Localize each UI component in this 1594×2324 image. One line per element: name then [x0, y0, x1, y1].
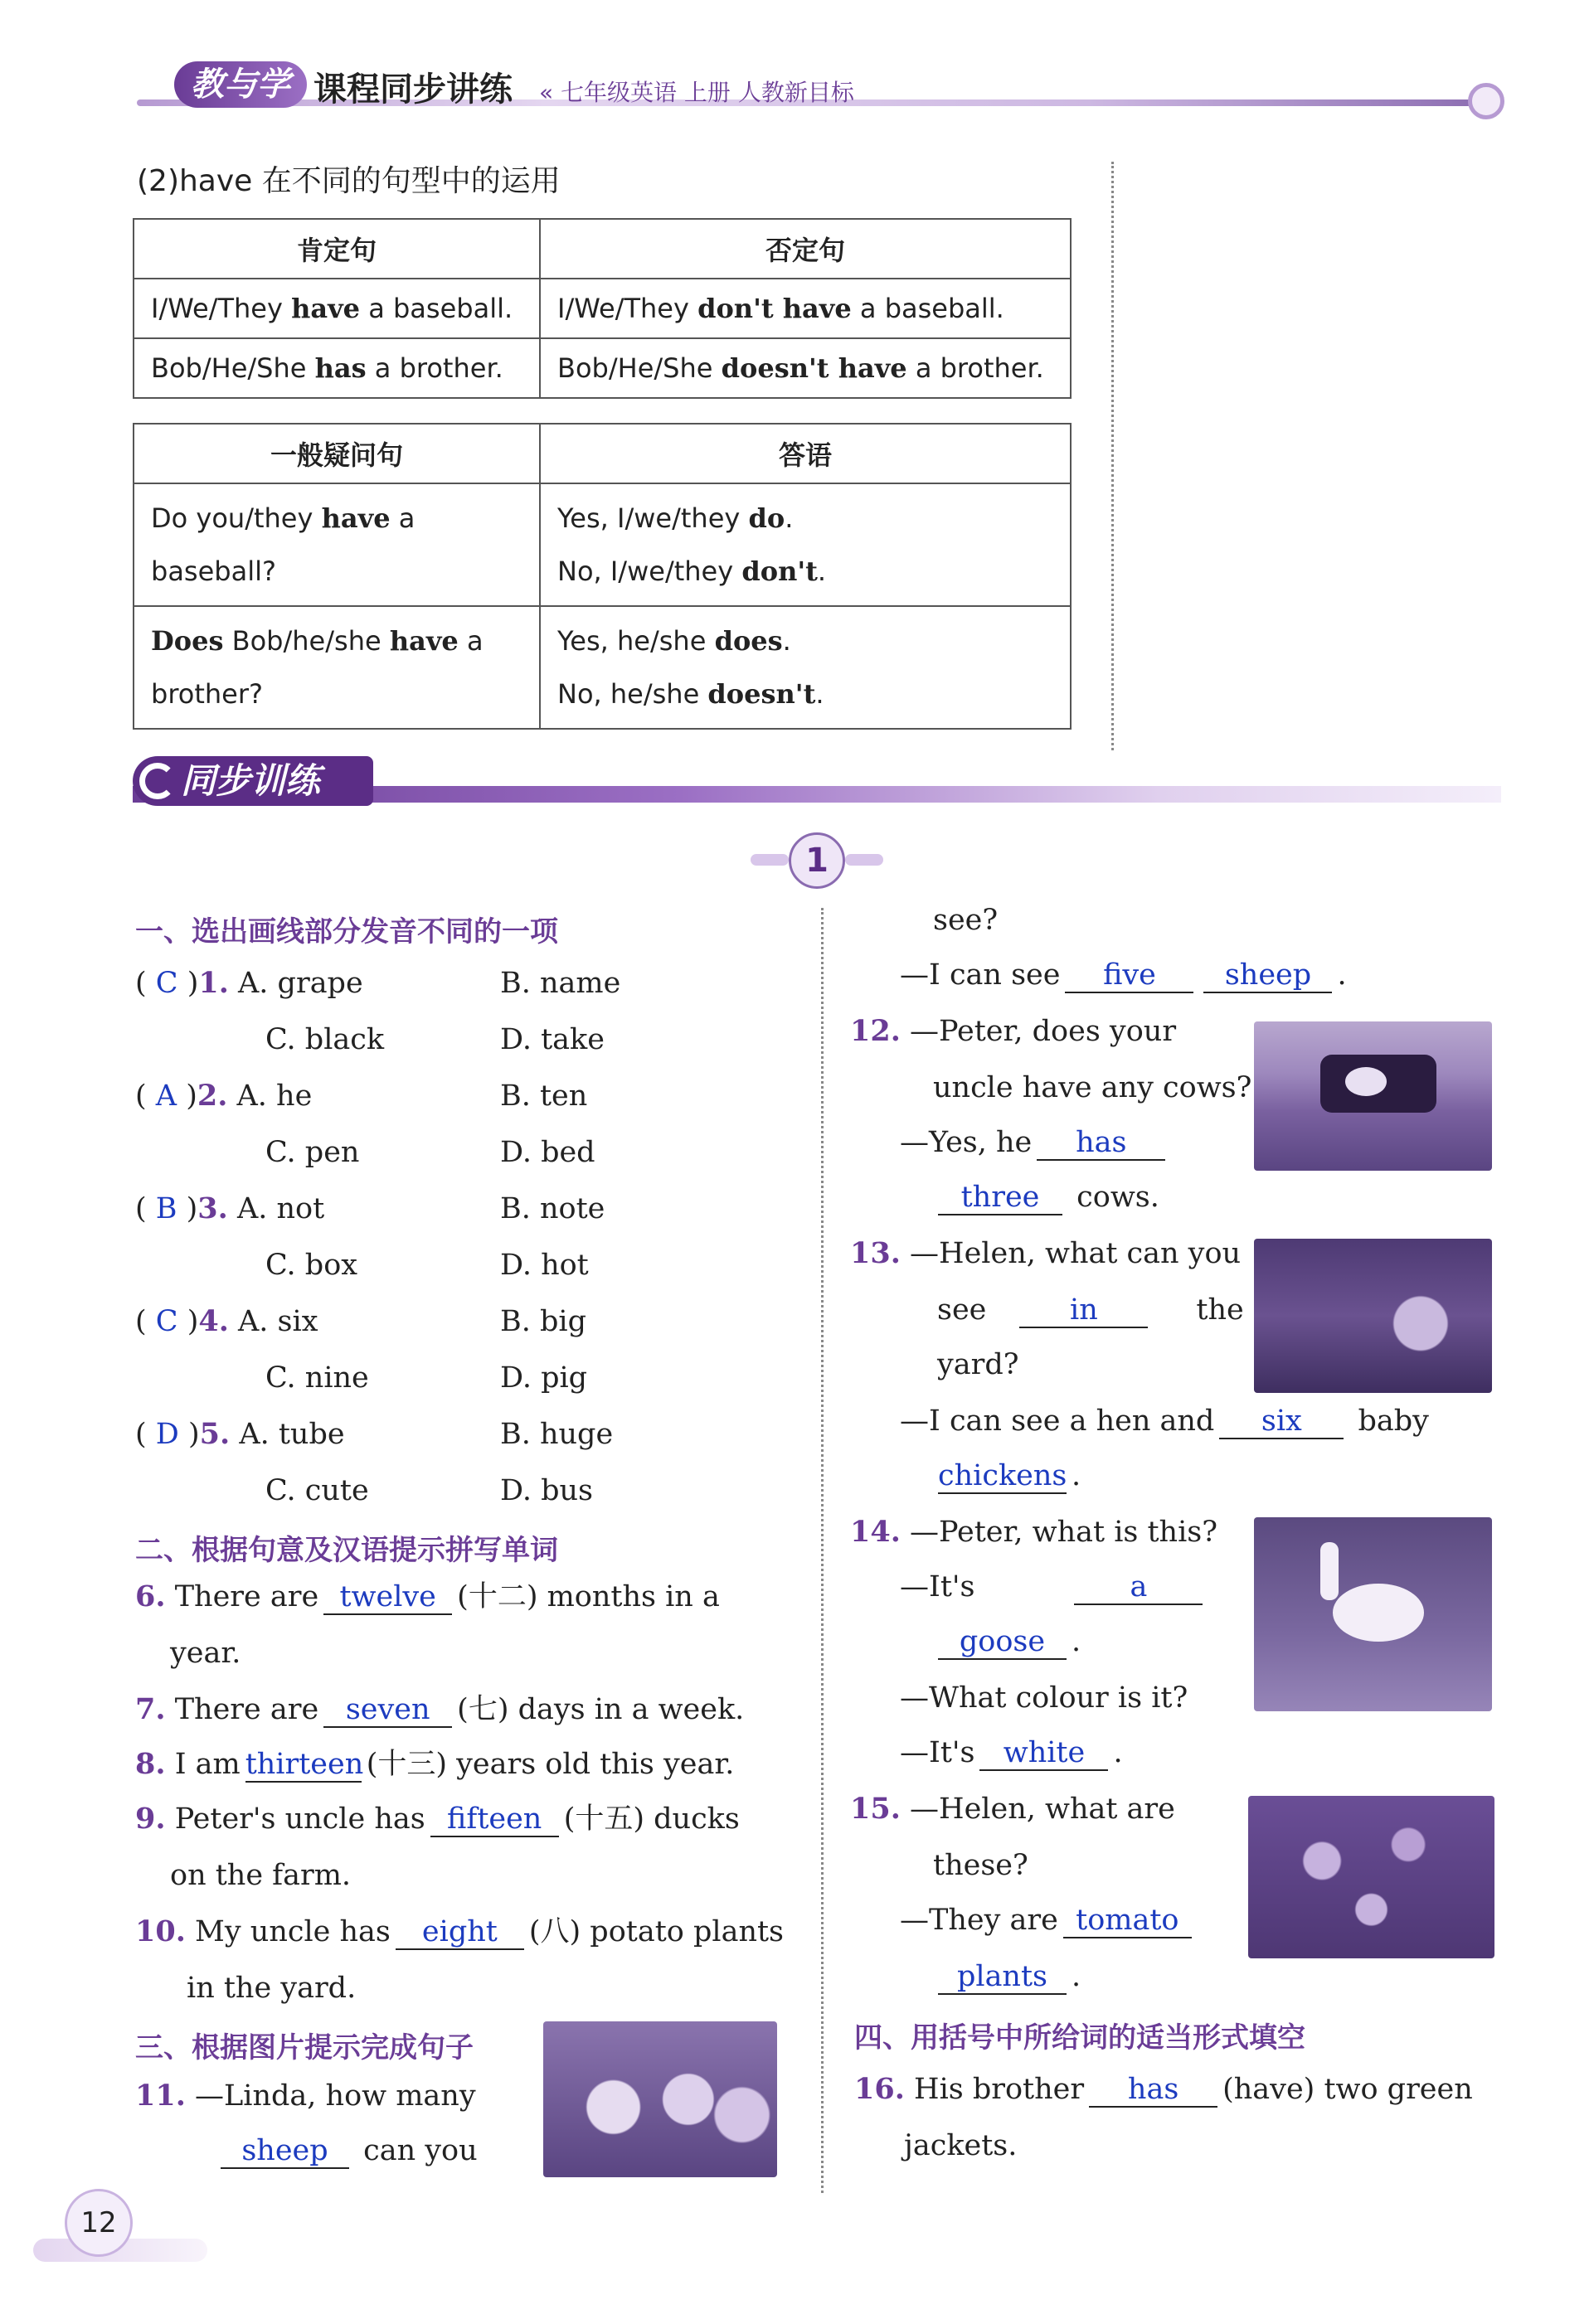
question-12-line4: three cows. — [933, 1177, 1159, 1217]
header-logo: 教与学 — [174, 61, 307, 108]
question-13: 13. —Helen, what can you — [850, 1236, 1242, 1270]
banner-c-icon — [139, 763, 176, 799]
table-header: 肯定句 — [134, 219, 540, 279]
answer-blank[interactable]: thirteen — [245, 1748, 364, 1781]
answer-blank[interactable]: tomato — [1063, 1904, 1192, 1938]
question-11-line3: see? — [933, 904, 999, 937]
question-12-line2: uncle have any cows? — [933, 1071, 1252, 1104]
answer-blank[interactable]: has — [1089, 2073, 1217, 2108]
page-number: 12 — [65, 2189, 133, 2257]
table-header: 否定句 — [540, 219, 1071, 279]
part4-title: 四、用括号中所给词的适当形式填空 — [854, 2021, 1305, 2055]
header-swirl-icon — [1468, 83, 1504, 119]
answer-blank[interactable]: three — [938, 1181, 1062, 1215]
table-cell: Bob/He/She doesn't have a brother. — [540, 338, 1071, 398]
part1-title: 一、选出画线部分发音不同的一项 — [135, 915, 558, 949]
question-2: ( A )2. A. he — [135, 1079, 313, 1113]
question-1: ( C )1. A. grape — [135, 966, 363, 1000]
table-row — [134, 606, 1071, 729]
table-cell: I/We/They have a baseball. — [134, 279, 540, 338]
option: B. big — [500, 1305, 586, 1338]
option: B. huge — [500, 1418, 614, 1451]
cow-photo — [1254, 1021, 1492, 1171]
question-14: 14. —Peter, what is this? — [850, 1515, 1218, 1549]
option: B. note — [500, 1192, 605, 1225]
answer-blank[interactable]: five — [1065, 958, 1193, 993]
question-13-line3: yard? — [937, 1348, 1019, 1381]
option: B. name — [500, 967, 621, 1000]
table-cell: I/We/They don't have a baseball. — [540, 279, 1071, 338]
hen-chicks-photo — [1254, 1239, 1492, 1393]
exercise-number-badge: 1 — [789, 832, 845, 889]
table-row — [134, 338, 1071, 398]
answer-blank[interactable]: has — [1037, 1126, 1165, 1161]
table-cell: Yes, I/we/they do. No, I/we/they don't. — [540, 483, 1071, 606]
have-question-table — [133, 423, 1072, 730]
question-16-cont: jackets. — [904, 2129, 1018, 2162]
answer-blank[interactable]: six — [1219, 1405, 1344, 1439]
goose-photo — [1254, 1517, 1492, 1711]
sheep-photo — [543, 2021, 777, 2177]
question-15-line3: —They are tomato — [900, 1900, 1197, 1940]
part2-title: 二、根据句意及汉语提示拼写单词 — [135, 1534, 558, 1567]
answer-blank[interactable]: in — [1019, 1293, 1148, 1328]
question-13-line4: —I can see a hen and six baby — [900, 1405, 1429, 1438]
question-6: 6. There are twelve (十二) months in a — [135, 1579, 720, 1613]
question-14-line2: —It's a — [900, 1567, 1208, 1607]
option: C. pen — [265, 1136, 360, 1169]
option: D. pig — [500, 1361, 588, 1395]
table-cell: Yes, he/she does. No, he/she doesn't. — [540, 606, 1071, 729]
column-divider — [821, 908, 824, 2193]
answer-blank[interactable]: eight — [396, 1915, 524, 1950]
question-9: 9. Peter's uncle has fifteen (十五) ducks — [135, 1802, 740, 1836]
option: C. cute — [265, 1474, 369, 1507]
question-13-line2: see in the — [937, 1293, 1244, 1327]
table-header: 一般疑问句 — [134, 424, 540, 483]
question-15-line4: plants . — [933, 1957, 1081, 1997]
option: C. black — [265, 1023, 385, 1056]
question-5: ( D )5. A. tube — [135, 1417, 345, 1451]
option: B. ten — [500, 1080, 588, 1113]
answer-blank[interactable]: sheep — [221, 2134, 349, 2169]
table-cell: Bob/He/She has a brother. — [134, 338, 540, 398]
answer-blank[interactable]: fifteen — [430, 1802, 559, 1837]
header-subtitle: « 七年级英语 上册 人教新目标 — [539, 79, 854, 106]
table-row — [134, 279, 1071, 338]
question-15-line2: these? — [933, 1849, 1028, 1882]
badge-wing-left — [751, 854, 789, 866]
table-cell: Does Bob/he/she have a brother? — [134, 606, 540, 729]
answer-blank[interactable]: seven — [323, 1693, 452, 1728]
question-14-line4: —What colour is it? — [900, 1681, 1188, 1715]
question-11-line4: —I can see five sheep . — [900, 958, 1347, 992]
option: D. hot — [500, 1249, 589, 1282]
option: C. nine — [265, 1361, 369, 1395]
question-13-line5: chickens . — [938, 1459, 1081, 1492]
grammar-heading: (2)have 在不同的句型中的运用 — [137, 164, 561, 198]
option: D. bus — [500, 1474, 593, 1507]
question-14-line5: —It's white . — [900, 1736, 1123, 1769]
question-16: 16. His brother has (have) two green — [854, 2072, 1473, 2106]
tomato-plants-photo — [1248, 1796, 1494, 1958]
table-header: 答语 — [540, 424, 1071, 483]
question-12: 12. —Peter, does your — [850, 1014, 1177, 1048]
part3-title: 三、根据图片提示完成句子 — [135, 2031, 474, 2064]
table-row — [134, 483, 1071, 606]
have-statement-table — [133, 218, 1072, 399]
answer-blank[interactable]: twelve — [323, 1580, 452, 1615]
answer-blank[interactable]: chickens — [938, 1459, 1067, 1492]
question-8: 8. I am thirteen(十三) years old this year. — [135, 1747, 735, 1781]
column-divider — [1111, 162, 1114, 750]
badge-wing-right — [845, 854, 883, 866]
answer-blank[interactable]: plants — [938, 1960, 1067, 1995]
answer-blank[interactable]: white — [979, 1736, 1108, 1771]
question-10-cont: in the yard. — [187, 1972, 357, 2005]
answer-blank[interactable]: sheep — [1203, 958, 1332, 993]
question-4: ( C )4. A. six — [135, 1304, 318, 1338]
question-14-line3: goose . — [933, 1622, 1081, 1662]
question-15: 15. —Helen, what are — [850, 1792, 1175, 1826]
option: D. bed — [500, 1136, 595, 1169]
table-cell: Do you/they have a baseball? — [134, 483, 540, 606]
question-11-line2: sheep can you — [216, 2131, 478, 2171]
question-3: ( B )3. A. not — [135, 1191, 325, 1225]
header-title: 课程同步讲练 — [313, 70, 513, 109]
option: C. box — [265, 1249, 357, 1282]
question-11: 11. —Linda, how many — [135, 2079, 476, 2113]
banner-title: 同步训练 — [133, 756, 373, 806]
question-6-cont: year. — [170, 1637, 241, 1670]
answer-blank[interactable]: goose — [938, 1625, 1067, 1660]
question-7: 7. There are seven (七) days in a week. — [135, 1692, 745, 1726]
answer-blank[interactable]: a — [1074, 1570, 1203, 1605]
question-12-line3: —Yes, he has — [900, 1123, 1170, 1162]
question-9-cont: on the farm. — [170, 1859, 352, 1892]
option: D. take — [500, 1023, 605, 1056]
question-10: 10. My uncle has eight (八) potato plants — [135, 1914, 785, 1948]
